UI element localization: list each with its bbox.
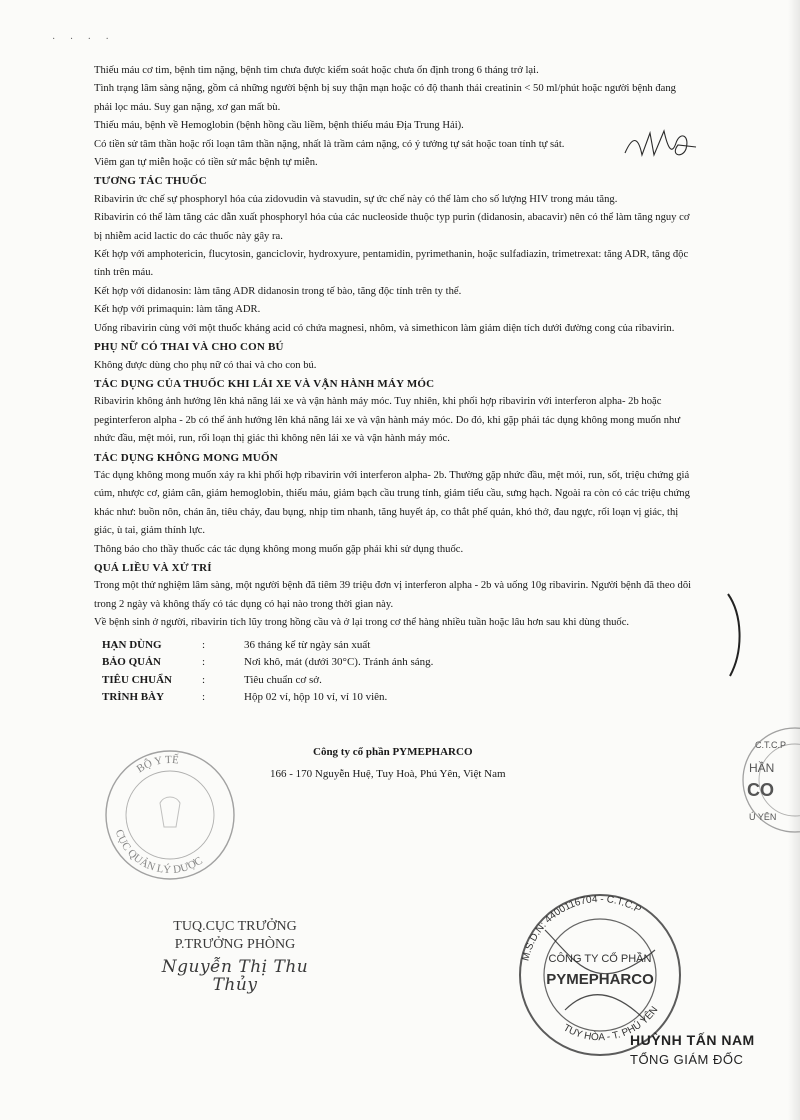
spec-key: BẢO QUẢN: [102, 656, 161, 669]
spec-colon: :: [202, 673, 206, 686]
body-paragraph: Không được dùng cho phụ nữ có thai và cho con bú.: [94, 359, 317, 371]
body-paragraph: Thông báo cho thầy thuốc các tác dụng không mong muốn gặp phải khi sử dụng thuốc.: [94, 543, 464, 555]
edge-stamp-a: C.T.C.P: [755, 740, 787, 750]
body-paragraph: Trong một thử nghiệm lâm sàng, một người bệnh đã tiêm 39 triệu đơn vị interferon alpha - 2b và uống 10g ribavirin. Người bệnh đã theo dõi trong 2 ngày và không thấy có tác dụng có hại nào trong thời gian này.: [94, 580, 692, 610]
body-paragraph: Tình trạng lâm sàng nặng, gồm cả những người bệnh bị suy thận mạn hoặc có độ thanh thải creatinin < 50 ml/phút hoặc người bệnh đang phải lọc máu. Suy gan nặng, xơ gan mất bù.: [94, 83, 676, 113]
spec-colon: :: [202, 638, 206, 651]
initial-signature: [620, 125, 700, 165]
left-signatory-line1: TUQ.CỤC TRƯỞNG: [173, 919, 297, 934]
right-signatory-name: HUỲNH TẤN NAM: [630, 1032, 755, 1048]
margin-bracket: [720, 590, 750, 680]
left-signatory-line2: P.TRƯỞNG PHÒNG: [174, 937, 296, 952]
left-signatory-name: Nguyễn Thị Thu Thủy: [161, 957, 309, 995]
body-paragraph: Ribavirin ức chế sự phosphoryl hóa của zidovudin và stavudin, sự ức chế này có thể làm cho số lượng HIV trong máu tăng.: [94, 193, 618, 205]
body-paragraph: Thiếu máu cơ tim, bệnh tim nặng, bệnh tim chưa được kiểm soát hoặc chưa ổn định trong 6 tháng trở lại.: [94, 65, 539, 76]
spec-row: [102, 689, 694, 707]
body-paragraph: Kết hợp với primaquin: làm tăng ADR.: [94, 304, 261, 316]
body-paragraph: Có tiền sử tâm thần hoặc rối loạn tâm thần nặng, nhất là trầm cảm nặng, có ý tưởng tự sát hoặc toan tính tự sát.: [94, 138, 565, 150]
stamp-left-bottom: CỤC QUẢN LÝ DƯỢC: [112, 828, 205, 877]
section-heading: PHỤ NỮ CÓ THAI VÀ CHO CON BÚ: [94, 341, 284, 354]
body-paragraph: Thiếu máu, bệnh về Hemoglobin (bệnh hồng cầu liềm, bệnh thiếu máu Địa Trung Hải).: [94, 120, 464, 132]
edge-stamp: [735, 720, 800, 840]
body-paragraph: Viêm gan tự miễn hoặc có tiền sử mắc bệnh tự miễn.: [94, 157, 318, 169]
body-paragraph: Kết hợp với didanosin: làm tăng ADR didanosin trong tế bào, tăng độc tính trên ty thể.: [94, 285, 462, 297]
spec-colon: :: [202, 656, 206, 669]
body-paragraph: Tác dụng không mong muốn xảy ra khi phối hợp ribavirin với interferon alpha- 2b. Thường gặp nhức đầu, mệt mỏi, run, sốt, triệu chứng giả cúm, nhược cơ, giảm cân, giảm hemoglobin, thiếu máu, giảm bạch cầu trung tính, giảm tiểu cầu, sưng hạch. Ngoài ra còn có các triệu chứng khác như: buồn nôn, chán ăn, tiêu chảy, đau bụng, nhịp tim nhanh, tăng huyết áp, co thắt phế quản, khó thở, đau ngực, rối loạn vị giác, thị giác, ù tai, giảm thính lực.: [94, 469, 690, 537]
body-paragraph: Ribavirin có thể làm tăng các dẫn xuất phosphoryl hóa của các nucleoside thuộc typ purin (didanosin, abacavir) nên có thể làm tăng nguy cơ bị nhiễm acid lactic do các thuốc này gây ra.: [94, 212, 690, 242]
spec-row: [102, 672, 694, 690]
svg-text:BỘ Y TẾ: [135, 753, 180, 775]
scan-specks: · · · ·: [52, 34, 115, 45]
stamp-right-mid2: PYMEPHARCO: [546, 971, 654, 988]
spec-key: HẠN DÙNG: [102, 638, 162, 651]
document-body: [94, 62, 694, 707]
right-signatory-title: TỔNG GIÁM ĐỐC: [630, 1052, 744, 1067]
stamp-left-top: BỘ Y TẾ: [134, 753, 180, 776]
body-flow: [94, 62, 694, 633]
edge-stamp-c: CO: [747, 780, 774, 800]
section-heading: QUÁ LIỀU VÀ XỬ TRÍ: [94, 561, 212, 574]
spec-row: [102, 654, 694, 672]
stamp-right-bottom: TUY HÒA - T. PHÚ YÊN: [561, 1004, 661, 1044]
section-heading: TÁC DỤNG CỦA THUỐC KHI LÁI XE VÀ VẬN HÀNH MÁY MÓC: [94, 377, 435, 390]
spec-row: [102, 637, 694, 655]
spec-value: Hộp 02 vỉ, hộp 10 vỉ, vỉ 10 viên.: [244, 691, 388, 704]
right-signatory: [630, 1032, 755, 1067]
section-heading: TƯƠNG TÁC THUỐC: [94, 175, 207, 188]
body-paragraph: Ribavirin không ảnh hưởng lên khả năng lái xe và vận hành máy móc. Tuy nhiên, khi phối hợp ribavirin với interferon alpha- 2b hoặc peginterferon alpha - 2b có thể ảnh hưởng lên khả năng lái xe và vận hành máy móc. Do đó, khi gặp phải tác dụng không mong muốn như nhức đầu, mệt mỏi, run, rối loạn thị giác thì không nên lái xe và vận hành máy móc.: [94, 396, 681, 445]
section-heading: TÁC DỤNG KHÔNG MONG MUỐN: [94, 451, 278, 464]
body-paragraph: Kết hợp với amphotericin, flucytosin, ganciclovir, hydroxyure, pentamidin, pyrimethanin, hoặc sulfadiazin, trimetrexat: tăng ADR, tăng độc tính trên máu.: [94, 249, 689, 279]
edge-stamp-b: HẦN: [749, 761, 775, 775]
body-paragraph: Uống ribavirin cùng với một thuốc kháng acid có chứa magnesi, nhôm, và simethicon làm giảm diện tích dưới đường cong của ribavirin.: [94, 322, 675, 334]
spec-table: [102, 637, 694, 707]
svg-text:CỤC QUẢN LÝ DƯỢC: [113, 828, 205, 876]
body-paragraph: Về bệnh sinh ở người, ribavirin tích lũy trong hồng cầu và ở lại trong cơ thể hàng nhiều tuần hoặc lâu hơn sau khi dùng thuốc.: [94, 617, 630, 629]
stamp-right-top: M.S.D.N: 4400116704 - C.T.C.P: [520, 893, 643, 963]
spec-value: 36 tháng kể từ ngày sản xuất: [244, 638, 371, 651]
stamp-right-mid1: CÔNG TY CỔ PHẦN: [548, 953, 652, 965]
spec-value: Tiêu chuẩn cơ sở.: [244, 673, 322, 686]
left-signatory: [150, 918, 320, 994]
company-name: Công ty cổ phần PYMEPHARCO: [313, 746, 473, 758]
spec-value: Nơi khô, mát (dưới 30°C). Tránh ánh sáng.: [244, 656, 434, 669]
spec-colon: :: [202, 691, 206, 704]
company-address: 166 - 170 Nguyễn Huệ, Tuy Hoà, Phú Yên, Việt Nam: [270, 768, 506, 780]
spec-key: TRÌNH BÀY: [102, 691, 165, 704]
svg-text:M.S.D.N: 4400116704 - C.T.C.P: [520, 894, 643, 962]
edge-stamp-d: Ú YÊN: [749, 812, 777, 822]
scan-shadow: [788, 0, 800, 1120]
spec-key: TIÊU CHUẨN: [102, 673, 172, 686]
ministry-stamp: [100, 745, 240, 885]
